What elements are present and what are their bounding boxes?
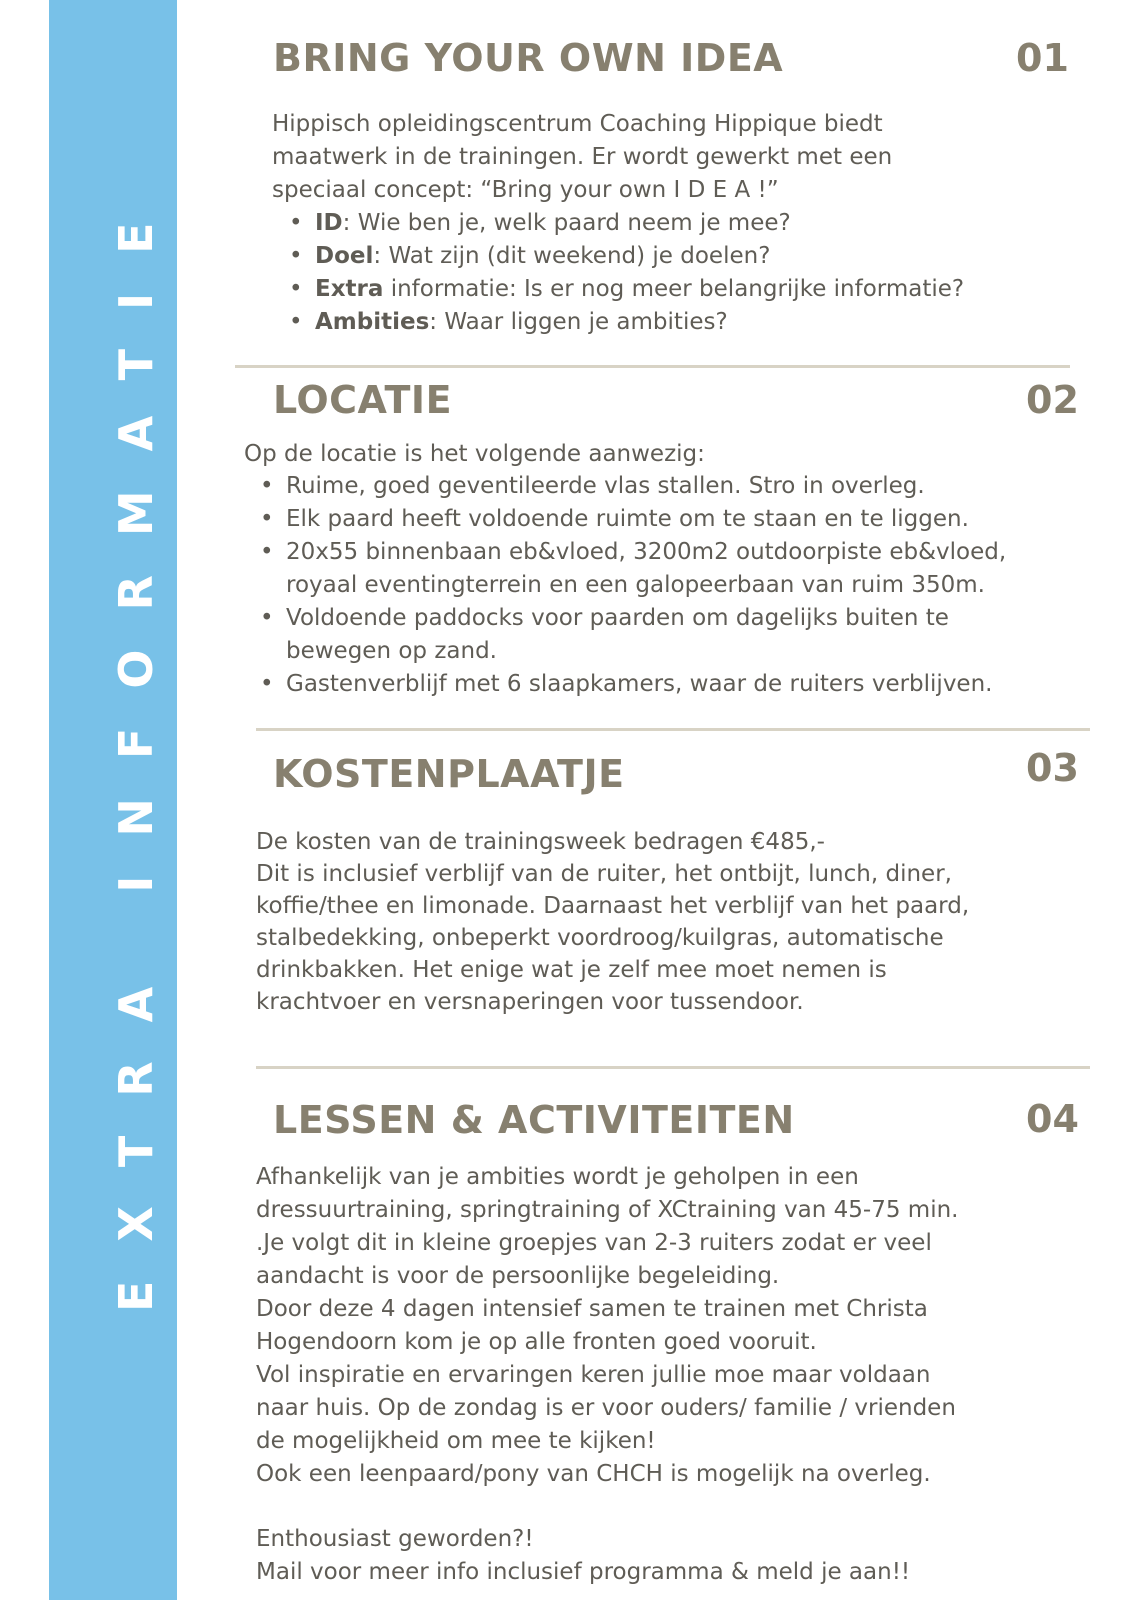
bullet-text: • 20x55 binnenbaan eb&vloed, 3200m2 outdoorpiste eb&vloed, [286,539,1007,565]
bullet-text: : Waar liggen je ambities? [429,309,728,335]
lessen-line: Door deze 4 dagen intensief samen te trainen met Christa [256,1296,928,1322]
kosten-line: drinkbakken. Het enige wat je zelf mee moet nemen is [256,957,887,983]
lessen-line: aandacht is voor de persoonlijke begeleiding. [256,1263,780,1289]
locatie-intro: Op de locatie is het volgende aanwezig: [244,441,705,467]
kosten-line: De kosten van de trainingsweek bedragen €485,- [256,829,825,855]
idea-intro [272,108,892,207]
closing-line: Enthousiast geworden?! [256,1526,534,1552]
bullet-bold: Ambities [315,309,430,335]
idea-intro-line: speciaal concept: “Bring your own I D E A !” [272,177,779,203]
bullet-text: • Voldoende paddocks voor paarden om dagelijks buiten te [286,605,949,631]
section-title-locatie: LOCATIE [273,378,453,422]
bullet-bold: Extra [315,276,384,302]
list-item [256,536,1006,602]
section-number-03: 03 [1026,746,1079,790]
bullet-text: • Ruime, goed geventileerde vlas stallen. Stro in overleg. [286,473,925,499]
bullet-text: • Elk paard heeft voldoende ruimte om te staan en te liggen. [286,506,969,532]
idea-intro-line: maatwerk in de trainingen. Er wordt gewerkt met een [272,144,893,170]
section-title-lessen: LESSEN & ACTIVITEITEN [273,1098,795,1142]
section-title-kosten: KOSTENPLAATJE [273,752,625,796]
list-item [256,470,1006,503]
divider [256,728,1090,731]
closing-text [256,1523,910,1589]
lessen-line: Hogendoorn kom je op alle fronten goed vooruit. [256,1329,817,1355]
locatie-bullet-list [256,470,1006,701]
section-number-04: 04 [1026,1097,1079,1141]
lessen-line: .Je volgt dit in kleine groepjes van 2-3 ruiters zodat er veel [256,1230,932,1256]
list-item [285,240,964,273]
closing-line: Mail voor meer info inclusief programma & meld je aan!! [256,1559,911,1585]
list-item [256,602,1006,668]
idea-bullet-list [285,207,964,339]
section-number-01: 01 [1016,36,1069,80]
bullet-bold: ID [315,210,343,236]
lessen-line: dressuurtraining, springtraining of XCtraining van 45-75 min. [256,1197,959,1223]
lessen-line: de mogelijkheid om mee te kijken! [256,1428,656,1454]
list-item [256,503,1006,536]
idea-intro-line: Hippisch opleidingscentrum Coaching Hippique biedt [272,111,883,137]
bullet-text: : Wie ben je, welk paard neem je mee? [342,210,791,236]
kosten-line: stalbedekking, onbeperkt voordroog/kuilgras, automatische [256,925,944,951]
divider [235,365,1070,368]
kosten-line: krachtvoer en versnaperingen voor tussendoor. [256,989,804,1015]
bullet-text: informatie: Is er nog meer belangrijke informatie? [383,276,965,302]
kosten-line: koffie/thee en limonade. Daarnaast het verblijf van het paard, [256,893,970,919]
kosten-body [256,826,969,1018]
bullet-text-continued: royaal eventingterrein en een galopeerbaan van ruim 350m. [286,572,985,598]
list-item [256,668,1006,701]
bullet-text: • Gastenverblijf met 6 slaapkamers, waar de ruiters verblijven. [286,671,993,697]
section-number-02: 02 [1026,378,1079,422]
bullet-bold: Doel [315,243,374,269]
lessen-line: Ook een leenpaard/pony van CHCH is mogelijk na overleg. [256,1461,931,1487]
section-title-idea: BRING YOUR OWN IDEA [273,36,784,80]
divider [256,1066,1090,1069]
list-item [285,207,964,240]
lessen-body [256,1161,958,1491]
list-item [285,306,964,339]
kosten-line: Dit is inclusief verblijf van de ruiter, het ontbijt, lunch, diner, [256,861,952,887]
lessen-line: Vol inspiratie en ervaringen keren jullie moe maar voldaan [256,1362,931,1388]
bullet-text-continued: bewegen op zand. [286,638,497,664]
lessen-line: naar huis. Op de zondag is er voor ouders/ familie / vrienden [256,1395,956,1421]
list-item [285,273,964,306]
bullet-text: : Wat zijn (dit weekend) je doelen? [373,243,771,269]
lessen-line: Afhankelijk van je ambities wordt je geholpen in een [256,1164,859,1190]
sidebar-title: EXTRA INFORMATIE [109,183,163,1312]
